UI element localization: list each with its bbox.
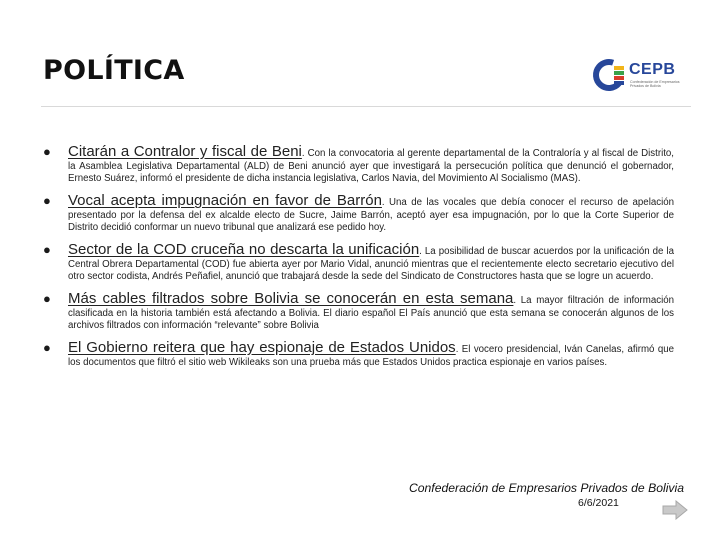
news-body: El vocero presidencial, Iván Canelas, afirmó que los documentos que filtró el sitio web Wikileaks son una prueba más que Estados Unidos practica espionaje en varios países. xyxy=(68,344,674,368)
news-headline: Vocal acepta impugnación en favor de Barrón xyxy=(68,192,382,209)
bullet-icon: ● xyxy=(43,144,51,159)
bullet-icon: ● xyxy=(43,193,51,208)
news-body: La posibilidad de buscar acuerdos por la unificación de la Central Obrera Departamental (COD) fue abierta ayer por Mario Vidal, anunció mientras que el recientemente electo secretario ejecutivo del otro sector codista, Andrés Peñafiel, anunció que trabajará desde la sede del Sindicato de Constructores hasta que se logre un acuerdo. xyxy=(68,246,674,282)
logo-text: CEPB xyxy=(629,61,676,78)
next-slide-button[interactable] xyxy=(662,500,688,520)
header-divider xyxy=(41,106,691,107)
news-headline: Más cables filtrados sobre Bolivia se conocerán en esta semana xyxy=(68,290,514,307)
cepb-logo xyxy=(592,58,687,92)
cepb-logo-icon xyxy=(592,58,628,92)
news-body: Una de las vocales que debía conocer el recurso de apelación presentado por la defensa del ex alcalde electo de Sucre, Jaime Barrón, aceptó ayer esa impugnación, por lo que la Corte Superior de Distrito decidió conformar un nuevo tribunal que analizará ese pedido hoy. xyxy=(68,197,675,233)
news-item: ● El Gobierno reitera que hay espionaje de Estados Unidos. El vocero presidencial, Iván Canelas, afirmó que los documentos que filtró el sitio web Wikileaks son una prueba más que Estados Unidos practica espionaje en varios países. xyxy=(43,339,674,368)
logo-subtitle: Confederación de Empresarios Privados de Bolivia xyxy=(630,80,680,88)
news-list xyxy=(40,143,674,369)
footer-organization: Confederación de Empresarios Privados de Bolivia xyxy=(408,481,684,495)
news-item: ● Citarán a Contralor y fiscal de Beni. Con la convocatoria al gerente departamental de la Contraloría y al fiscal de Distrito, la Asamblea Legislativa Departamental (ALD) de Beni anunció ayer que investigará la persecución política que denunció el gobernador, Ernesto Suárez, informó el presidente de dicha instancia legislativa, Carlos Navia, del Movimiento Al Socialismo (MAS). xyxy=(43,143,674,184)
bullet-icon: ● xyxy=(43,291,51,306)
news-headline: Sector de la COD cruceña no descarta la unificación xyxy=(68,241,420,258)
news-body: Con la convocatoria al gerente departamental de la Contraloría y al fiscal de Distrito, la Asamblea Legislativa Departamental (ALD) de Beni anunció ayer que investigará la persecución política que denunció el gobernador, Ernesto Suárez, informó el presidente de dicha instancia legislativa, Carlos Navia, del Movimiento Al Socialismo (MAS). xyxy=(68,148,674,184)
news-item: ● Vocal acepta impugnación en favor de Barrón. Una de las vocales que debía conocer el recurso de apelación presentado por la defensa del ex alcalde electo de Sucre, Jaime Barrón, aceptó ayer esa impugnación, por lo que la Corte Superior de Distrito decidió conformar un nuevo tribunal que analizará ese pedido hoy. xyxy=(43,192,675,233)
news-headline: Citarán a Contralor y fiscal de Beni xyxy=(68,143,302,160)
news-body: La mayor filtración de información clasificada en la historia también está afectando a Bolivia. El diario español El País anunció que esta semana se conocerán algunos de los archivos filtrados con información “relevante” sobre Bolivia xyxy=(68,295,674,331)
bullet-icon: ● xyxy=(43,340,51,355)
news-headline: El Gobierno reitera que hay espionaje de Estados Unidos xyxy=(68,339,456,356)
footer-date: 6/6/2021 xyxy=(578,497,619,509)
next-arrow-icon xyxy=(662,500,688,520)
bullet-icon: ● xyxy=(43,242,51,257)
page-title: POLÍTICA xyxy=(43,55,185,86)
news-item: ● Sector de la COD cruceña no descarta la unificación. La posibilidad de buscar acuerdos por la unificación de la Central Obrera Departamental (COD) fue abierta ayer por Mario Vidal, anunció mientras que el recientemente electo secretario ejecutivo del otro sector codista, Andrés Peñafiel, anunció que trabajará desde la sede del Sindicato de Constructores hasta que se logre un acuerdo. xyxy=(43,241,674,282)
news-item: ● Más cables filtrados sobre Bolivia se conocerán en esta semana. La mayor filtración de información clasificada en la historia también está afectando a Bolivia. El diario español El País anunció que esta semana se conocerán algunos de los archivos filtrados con información “relevante” sobre Bolivia xyxy=(43,290,674,331)
